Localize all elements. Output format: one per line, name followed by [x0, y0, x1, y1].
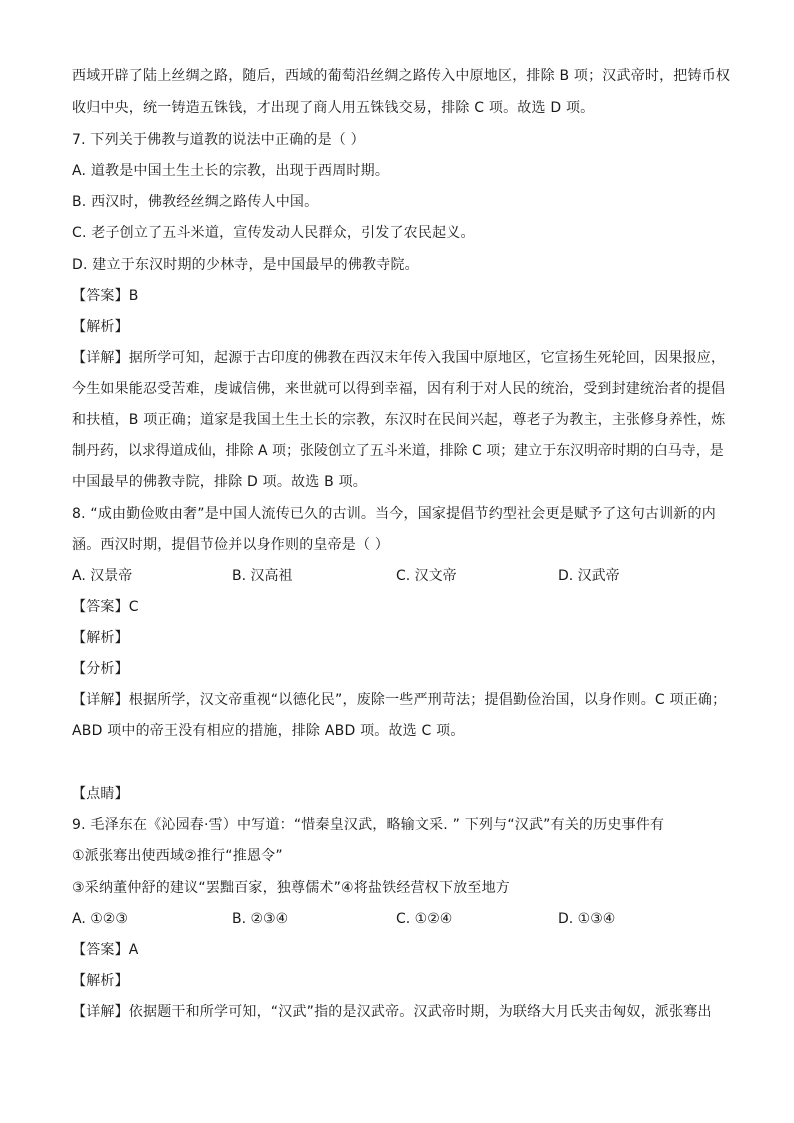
- text-line: 收归中央，统一铸造五铢钱，才出现了商人用五铢钱交易，排除 C 项。故选 D 项。: [72, 100, 595, 116]
- question-9-options: [72, 909, 732, 929]
- question-9-option-a: A. ①②③: [72, 911, 128, 927]
- question-8-option-b: B. 汉高祖: [232, 568, 293, 584]
- question-8-stem-cont: 涵。西汉时期，提倡节俭并以身作则的皇帝是（ ）: [72, 537, 390, 553]
- breakdown-label: 【分析】: [72, 661, 129, 677]
- answer-label: 【答案】C: [72, 599, 139, 615]
- explanation-line: 制丹药，以求得道成仙，排除 A 项；张陵创立了五斗米道，排除 C 项；建立于东汉明帝时期的白马寺，是: [72, 443, 724, 459]
- question-9-option-c: C. ①②④: [396, 911, 453, 927]
- comment-label: 【点睛】: [72, 786, 129, 802]
- explanation-line: 【详解】依据题干和所学可知，“汉武”指的是汉武帝。汉武帝时期，为联络大月氏夹击匈奴，派张骞出: [72, 1004, 712, 1020]
- answer-label: 【答案】A: [72, 942, 139, 958]
- analysis-label: 【解析】: [72, 319, 129, 335]
- text-line: 西域开辟了陆上丝绸之路，随后，西域的葡萄沿丝绸之路传入中原地区，排除 B 项；汉武帝时，把铸币权: [72, 68, 731, 84]
- analysis-label: 【解析】: [72, 973, 129, 989]
- analysis-label: 【解析】: [72, 630, 129, 646]
- question-8-options: [72, 566, 732, 586]
- question-9-option-b: B. ②③④: [232, 911, 289, 927]
- question-8-option-a: A. 汉景帝: [72, 568, 133, 584]
- explanation-line: 【详解】据所学可知，起源于古印度的佛教在西汉末年传入我国中原地区，它宣扬生死轮回，因果报应，: [72, 350, 726, 366]
- explanation-line: 【详解】根据所学，汉文帝重视“以德化民”，废除一些严刑苛法；提倡勤俭治国，以身作则。C 项正确；: [72, 692, 727, 708]
- question-7-option-a: A. 道教是中国土生土长的宗教，出现于西周时期。: [72, 163, 390, 179]
- question-8-option-c: C. 汉文帝: [396, 568, 457, 584]
- question-9-stem: 9. 毛泽东在《沁园春·雪）中写道：“惜秦皇汉武，略输文采. ” 下列与“汉武”有关的历史事件有: [72, 817, 665, 833]
- explanation-line: 中国最早的佛教寺院，排除 D 项。故选 B 项。: [72, 474, 367, 490]
- answer-label: 【答案】B: [72, 288, 139, 304]
- explanation-line: ABD 项中的帝王没有相应的措施，排除 ABD 项。故选 C 项。: [72, 723, 465, 739]
- question-7-option-b: B. 西汉时，佛教经丝绸之路传人中国。: [72, 194, 319, 210]
- question-7-stem: 7. 下列关于佛教与道教的说法中正确的是（ ）: [72, 132, 365, 148]
- explanation-line: 今生如果能忍受苦难，虔诚信佛，来世就可以得到幸福，因有利于对人民的统治，受到封建统治者的提倡: [72, 381, 726, 397]
- question-8-option-d: D. 汉武帝: [558, 568, 620, 584]
- explanation-line: 和扶植，B 项正确；道家是我国土生土长的宗教，东汉时在民间兴起，尊老子为教主，主张修身养性，炼: [72, 412, 726, 428]
- question-9-option-d: D. ①③④: [558, 911, 616, 927]
- question-9-items: ①派张骞出使西域②推行“推恩令”: [72, 848, 283, 864]
- question-7-option-d: D. 建立于东汉时期的少林寺，是中国最早的佛教寺院。: [72, 257, 419, 273]
- question-9-items: ③采纳董仲舒的建议“罢黜百家，独尊儒术”④将盐铁经营权下放至地方: [72, 880, 511, 896]
- question-8-stem: 8. “成由勤俭败由奢”是中国人流传已久的古训。当今，国家提倡节约型社会更是赋予了这句古训新的内: [72, 506, 716, 522]
- question-7-option-c: C. 老子创立了五斗米道，宣传发动人民群众，引发了农民起义。: [72, 225, 475, 241]
